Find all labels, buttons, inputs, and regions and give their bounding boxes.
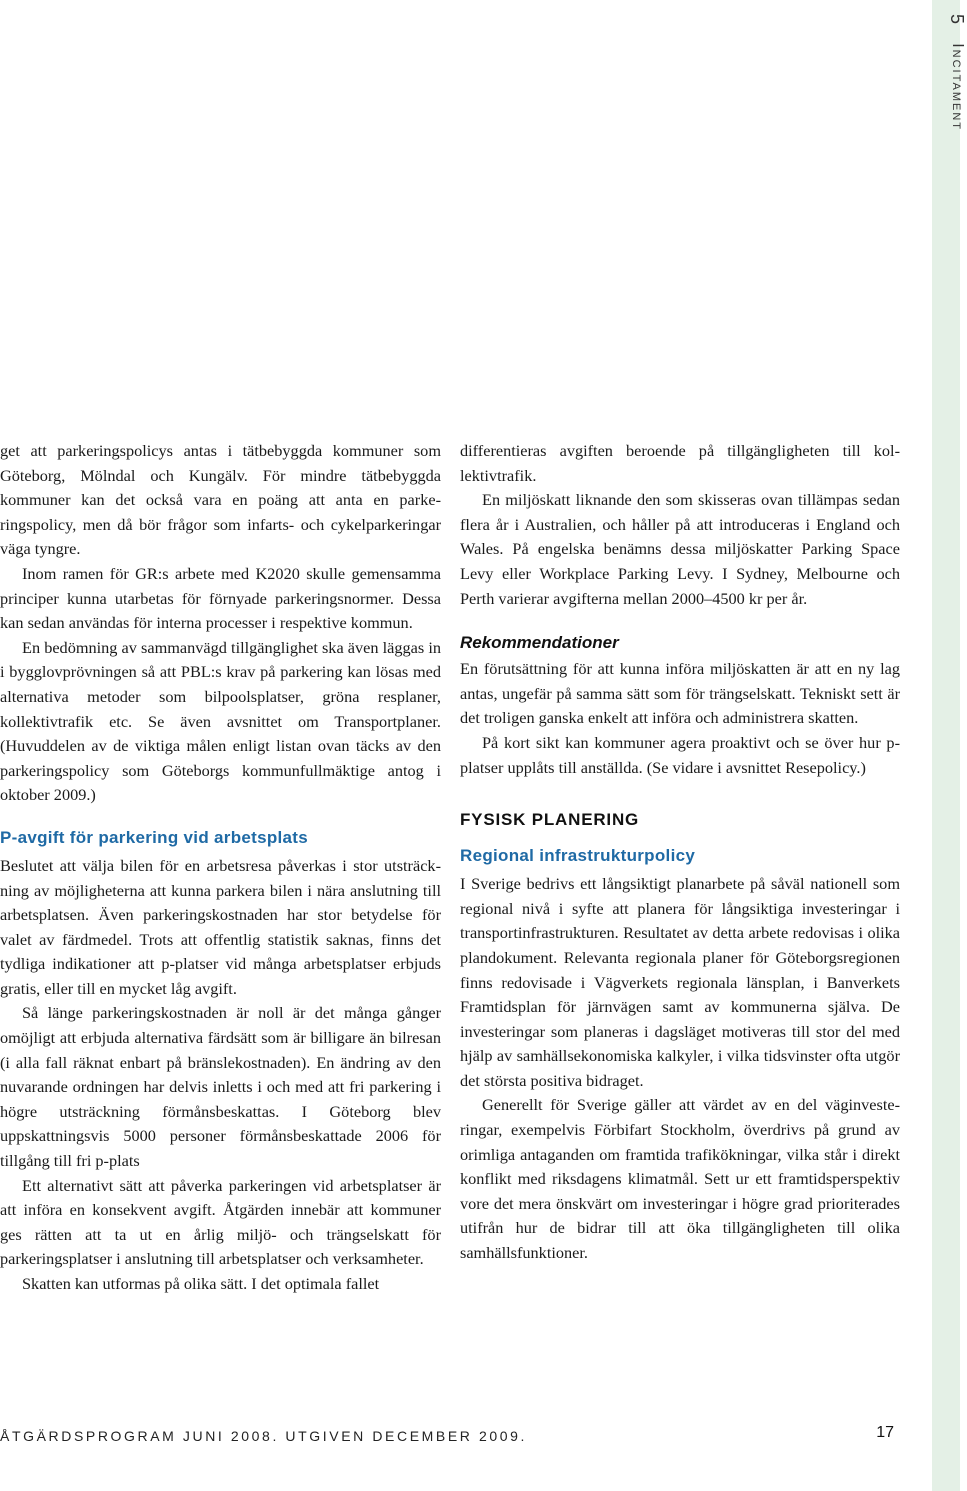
footer-divider (0, 1420, 900, 1421)
paragraph: Ett alternativt sätt att påverka parkeringen vid arbetsplatser är att införa en konsekvent avgift. Åtgärden innebär att kommuner ges rätten att ta ut en årlig miljö- och trängselskatt för parkeringsplatser i anslutning till arbetsplatser och verksamheter. (0, 1175, 441, 1269)
footer-publication-info: ÅTGÄRDSPROGRAM JUNI 2008. UTGIVEN DECEMBER 2009. (0, 1428, 528, 1444)
paragraph: differentieras avgiften beroende på tillgängligheten till kollektivtrafik. (460, 441, 900, 485)
chapter-title: Incitament (949, 43, 966, 131)
paragraph: Beslutet att välja bilen för en arbetsresa påverkas i stor utsträckning av möjligheterna att kunna parkera bilen i nära anslutning till arbetsplatsen. Även parkeringskostnaden har stor betydelse för valet av färdmedel. Trots att offentlig statistik saknas, finns det tydliga indikationer att p-platser vid många arbetsplatser erbjuds gratis, eller till en mycket låg avgift. (0, 855, 441, 998)
chapter-heading: FYSISK PLANERING (460, 810, 640, 830)
paragraph: Inom ramen för GR:s arbete med K2020 skulle gemensamma principer kunna utarbetas för förnyade parkeringsnormer. Dessa kan sedan användas för interna processer i respektive kommun. (0, 563, 441, 633)
paragraph: En miljöskatt liknande den som skisseras ovan tillämpas sedan flera år i Australien, och håller på att introduceras i England och Wales. På engelska benämns dessa miljöskatter Parking Space Levy eller Workplace Parking Levy. I Sydney, Melbourne och Perth varierar avgifterna mellan 2000–4500 kr per år. (460, 490, 900, 608)
right-column (460, 439, 900, 1266)
page-number: 17 (876, 1424, 894, 1441)
chapter-number: 5 (947, 14, 967, 26)
paragraph: En bedömning av sammanvägd tillgänglighet ska även läggas in i bygglovprövningen så att PBL:s krav på parkering kan lösas med alternativa metoder som bilpoolsplatser, gröna resplaner, kollektivtrafik etc. Se även avsnittet om Transportplaner. (Huvuddelen av de viktiga målen enligt listan ovan täcks av den parkeringspolicy som Göteborgs kommunfullmäktige antog i oktober 2009.) (0, 637, 441, 805)
page-footer (0, 1420, 900, 1450)
paragraph: get att parkeringspolicys antas i tätbebyggda kommuner som Göteborg, Mölndal och Kungälv. För mindre tätbebyggda kommuner kan det också vara en poäng att anta en parkeringspolicy, men då bör frågor som infarts- och cykelparkeringar väga tyngre. (0, 441, 441, 559)
section-heading: Rekommendationer (460, 633, 619, 653)
left-column (0, 439, 441, 1297)
chapter-sidebar (932, 0, 960, 1491)
paragraph: Så länge parkeringskostnaden är noll är det många gånger omöjligt att erbjuda alternativa färdsätt som är billigare än bilresan (i alla fall räknat enbart på bränslekostnaden). En ändring av den nuvarande ordningen har delvis inletts i och med att fri parkering i högre utsträckning förmånsbeskattas. I Göteborg blev uppskattningsvis 5000 personer förmånsbeskattade 2006 för tillgång till fri p-plats (0, 1003, 441, 1171)
section-heading: P-avgift för parkering vid arbetsplats (0, 827, 309, 847)
paragraph: Skatten kan utformas på olika sätt. I det optimala fallet (22, 1274, 380, 1293)
chapter-label (946, 14, 967, 131)
section-heading: Regional infrastrukturpolicy (460, 846, 696, 866)
paragraph: I Sverige bedrivs ett långsiktigt planarbete på såväl nationell som regional nivå i syfte att planera för långsiktiga investeringar i transportinfrastrukturen. Resultatet av detta arbete redovisas i olika plandokument. Relevanta regionala planer för Göteborgsregionen finns redovisade i Vägverkets regionala länsplan, i Banverkets Framtidsplan för järnvägen samt av kommunerna själva. De investeringar som planeras i dagsläget motiveras till stor del med hjälp av samhällsekonomiska kalkyler, i vilka tidsvinster ofta utgör det största positiva bidraget. (460, 874, 900, 1090)
paragraph: En förutsättning för att kunna införa miljöskatten är att en ny lag antas, ungefär på samma sätt som för trängselskatt. Tekniskt sett är det troligen ganska enkelt att införa och administrera skatten. (460, 659, 900, 728)
paragraph: På kort sikt kan kommuner agera proaktivt och se över hur p-platser upplåts till anställda. (Se vidare i avsnittet Resepolicy.) (460, 732, 900, 777)
paragraph: Generellt för Sverige gäller att värdet av en del väginvesteringar, exempelvis Förbifart Stockholm, överdrivs på grund av orimliga antaganden om framtida trafikökningar, vilka står i direkt konflikt med riksdagens klimatmål. Sett ur ett framtidsperspektiv vore det mera önskvärt om investeringar i högre grad prioriterades utifrån hur de bidrar till att öka tillgängligheten till olika samhällsfunktioner. (460, 1095, 900, 1263)
